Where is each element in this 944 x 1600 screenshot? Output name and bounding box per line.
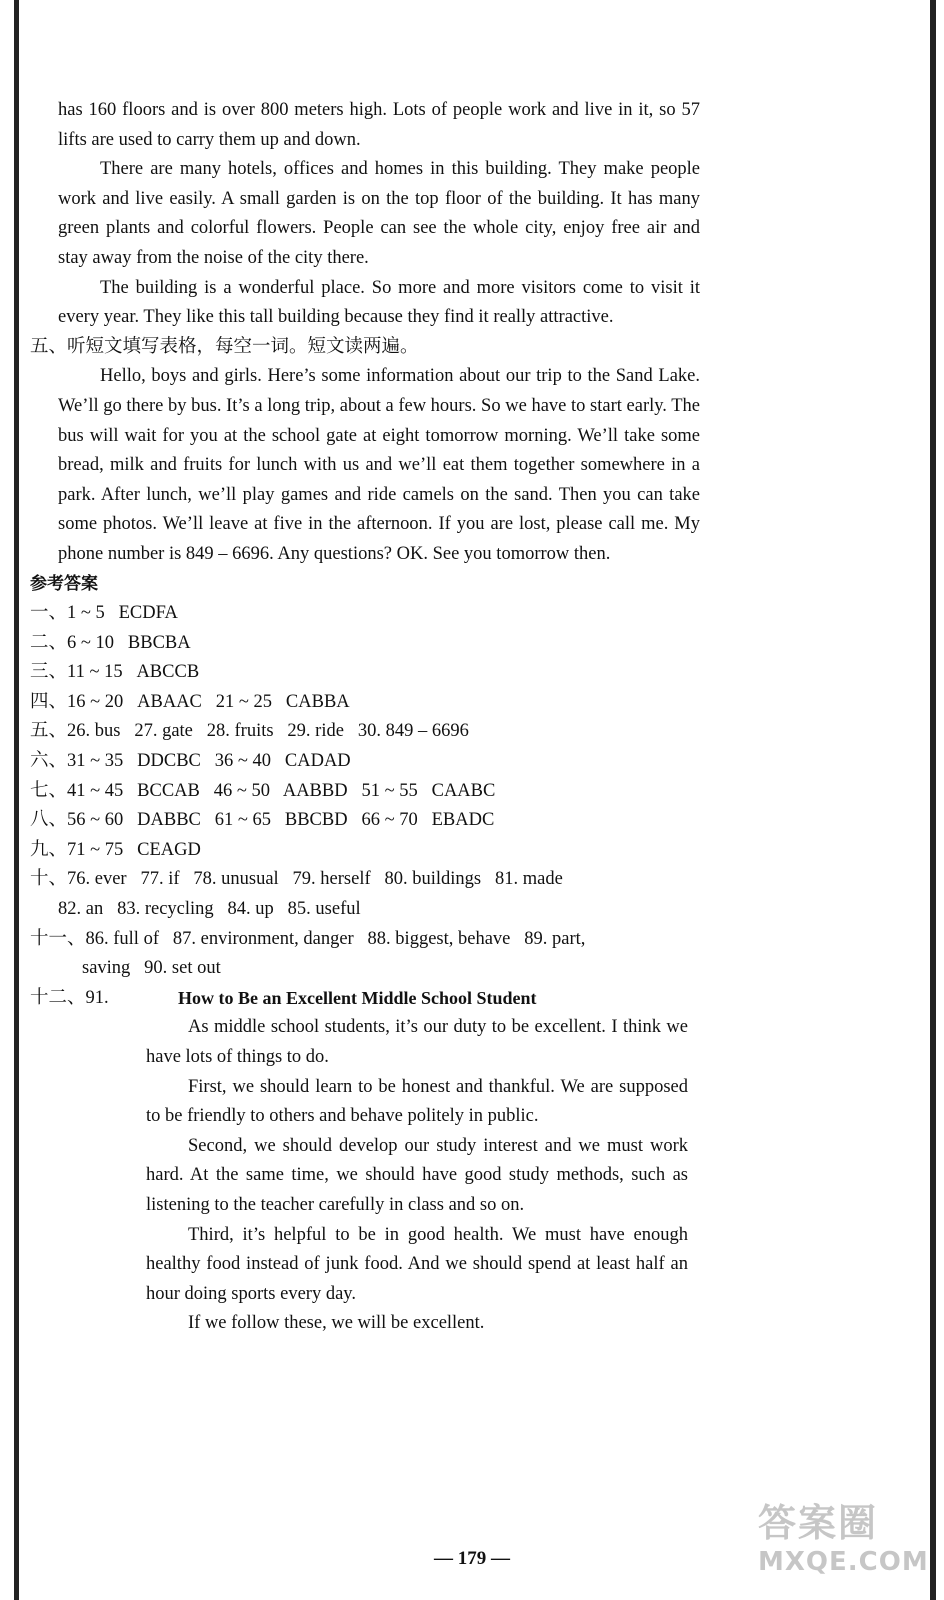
- answer-line: 二、6 ~ 10 BBCBA: [30, 632, 191, 653]
- watermark-cn: 答案圈: [758, 1501, 879, 1545]
- watermark-url: MXQE.COM: [758, 1547, 929, 1577]
- essay-title: How to Be an Excellent Middle School Student: [178, 987, 537, 1008]
- answer-line: 九、71 ~ 75 CEAGD: [30, 839, 201, 860]
- answer-line-continuation: 82. an 83. recycling 84. up 85. useful: [58, 899, 361, 920]
- answers-heading: 参考答案: [30, 573, 98, 594]
- essay-paragraph: As middle school students, it’s our duty to be excellent. I think we have lots of things to do.: [146, 1017, 688, 1067]
- answer-line: 一、1 ~ 5 ECDFA: [30, 603, 178, 624]
- answer-list: [30, 599, 700, 1013]
- answer-line: 五、26. bus 27. gate 28. fruits 29. ride 30. 849 – 6696: [30, 721, 469, 742]
- watermark-logo: [758, 1500, 938, 1596]
- answer-line: 七、41 ~ 45 BCCAB 46 ~ 50 AABBD 51 ~ 55 CAABC: [30, 780, 496, 801]
- page-content: [30, 96, 700, 1339]
- answer-line: 十一、86. full of 87. environment, danger 88. biggest, behave 89. part,: [30, 928, 586, 949]
- section-five-heading: 五、听短文填写表格，每空一词。短文读两遍。: [30, 336, 419, 357]
- question-label: 十二、91.: [30, 987, 109, 1008]
- essay-title-row: [30, 984, 700, 1014]
- answer-line: 六、31 ~ 35 DDCBC 36 ~ 40 CADAD: [30, 751, 351, 772]
- essay-paragraph: Second, we should develop our study interest and we must work hard. At the same time, we should have good study methods, such as listening to the teacher carefully in class and so on.: [146, 1135, 688, 1215]
- essay-paragraph: First, we should learn to be honest and thankful. We are supposed to be friendly to others and behave politely in public.: [146, 1076, 688, 1127]
- section-five-text: Hello, boys and girls. Here’s some information about our trip to the Sand Lake. We’ll go there by bus. It’s a long trip, about a few hours. So we have to start early. The bus will wait for you at the school gate at eight tomorrow morning. We’ll take some bread, milk and fruits for lunch with us and we’ll eat them together somewhere in a park. After lunch, we’ll play games and ride camels on the sand. Then you can take some photos. We’ll leave at five in the afternoon. If you are lost, please call me. My phone number is 849 – 6696. Any questions? OK. See you tomorrow then.: [58, 366, 700, 564]
- passage-paragraph: There are many hotels, offices and homes in this building. They make people work and live easily. A small garden is on the top floor of the building. It has many green plants and colorful flowers. People can see the whole city, enjoy free air and stay away from the noise of the city there.: [58, 159, 700, 268]
- answer-line: 三、11 ~ 15 ABCCB: [30, 662, 200, 683]
- answer-line-continuation: saving 90. set out: [82, 958, 221, 979]
- passage-paragraph: The building is a wonderful place. So more and more visitors come to visit it every year. They like this tall building because they find it really attractive.: [58, 277, 700, 328]
- passage-paragraph: has 160 floors and is over 800 meters high. Lots of people work and live in it, so 57 lifts are used to carry them up and down.: [58, 100, 700, 150]
- page-number: — 179 —: [434, 1548, 510, 1569]
- essay-body: [146, 1013, 688, 1339]
- essay-paragraph: If we follow these, we will be excellent.: [188, 1313, 485, 1334]
- answer-line: 八、56 ~ 60 DABBC 61 ~ 65 BBCBD 66 ~ 70 EBADC: [30, 810, 495, 831]
- essay-paragraph: Third, it’s helpful to be in good health. We must have enough healthy food instead of junk food. And we should spend at least half an hour doing sports every day.: [146, 1224, 688, 1304]
- answer-line: 四、16 ~ 20 ABAAC 21 ~ 25 CABBA: [30, 691, 350, 712]
- answer-line: 十、76. ever 77. if 78. unusual 79. herself 80. buildings 81. made: [30, 869, 563, 890]
